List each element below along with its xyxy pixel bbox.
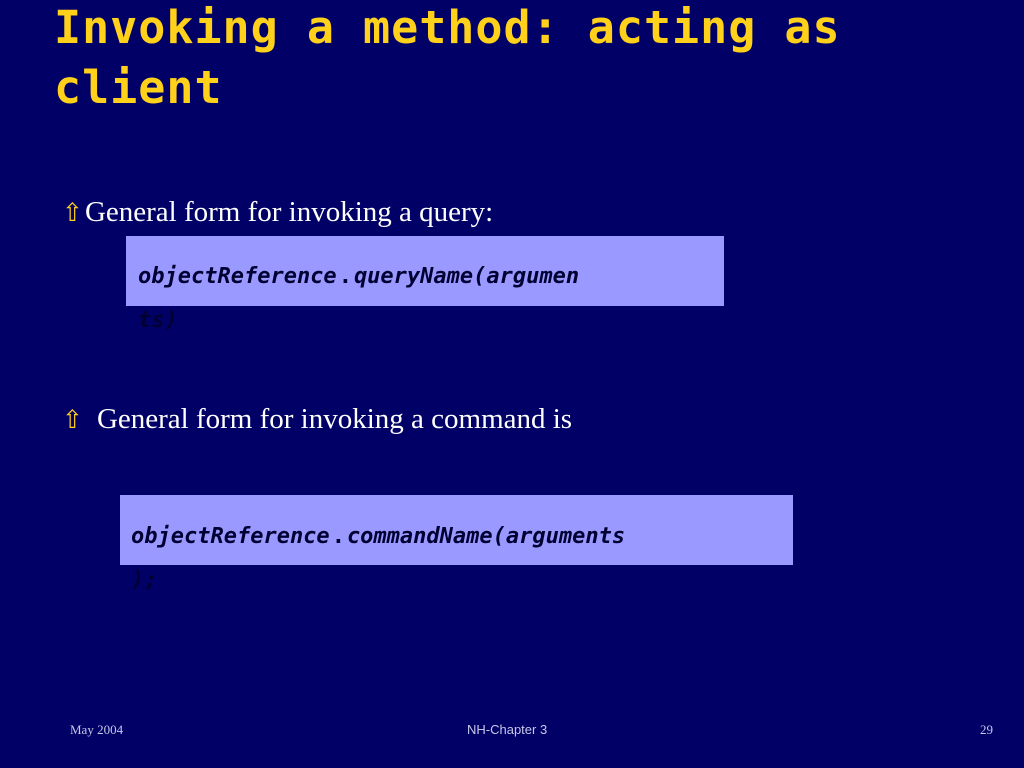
query-code-rest: queryName(argumen xyxy=(353,264,580,289)
bullet-command-text: General form for invoking a command is xyxy=(96,403,573,435)
footer-page-number: 29 xyxy=(980,722,993,737)
slide-title-line2: client xyxy=(54,61,223,114)
footer-date: May 2004 xyxy=(70,722,124,737)
command-code-rest: commandName(arguments xyxy=(346,524,626,549)
slide-title-line1: Invoking a method: acting as xyxy=(54,1,841,54)
command-code xyxy=(131,515,625,603)
bullet-query-text: General form for invoking a query: xyxy=(84,196,494,228)
query-code-object: objectReference xyxy=(138,264,337,289)
up-arrow-icon: ⇧ xyxy=(62,198,83,227)
command-code-object: objectReference xyxy=(131,524,330,549)
query-code-line2: ts) xyxy=(138,308,178,333)
slide-title xyxy=(54,0,954,118)
up-arrow-icon: ⇧ xyxy=(62,405,83,434)
footer-chapter: NH-Chapter 3 xyxy=(467,722,548,737)
command-code-dot: . xyxy=(331,524,345,549)
query-code xyxy=(138,255,579,343)
bullet-query xyxy=(62,196,493,229)
command-code-line2: ); xyxy=(131,568,158,593)
bullet-command xyxy=(62,403,572,436)
query-code-dot: . xyxy=(338,264,352,289)
